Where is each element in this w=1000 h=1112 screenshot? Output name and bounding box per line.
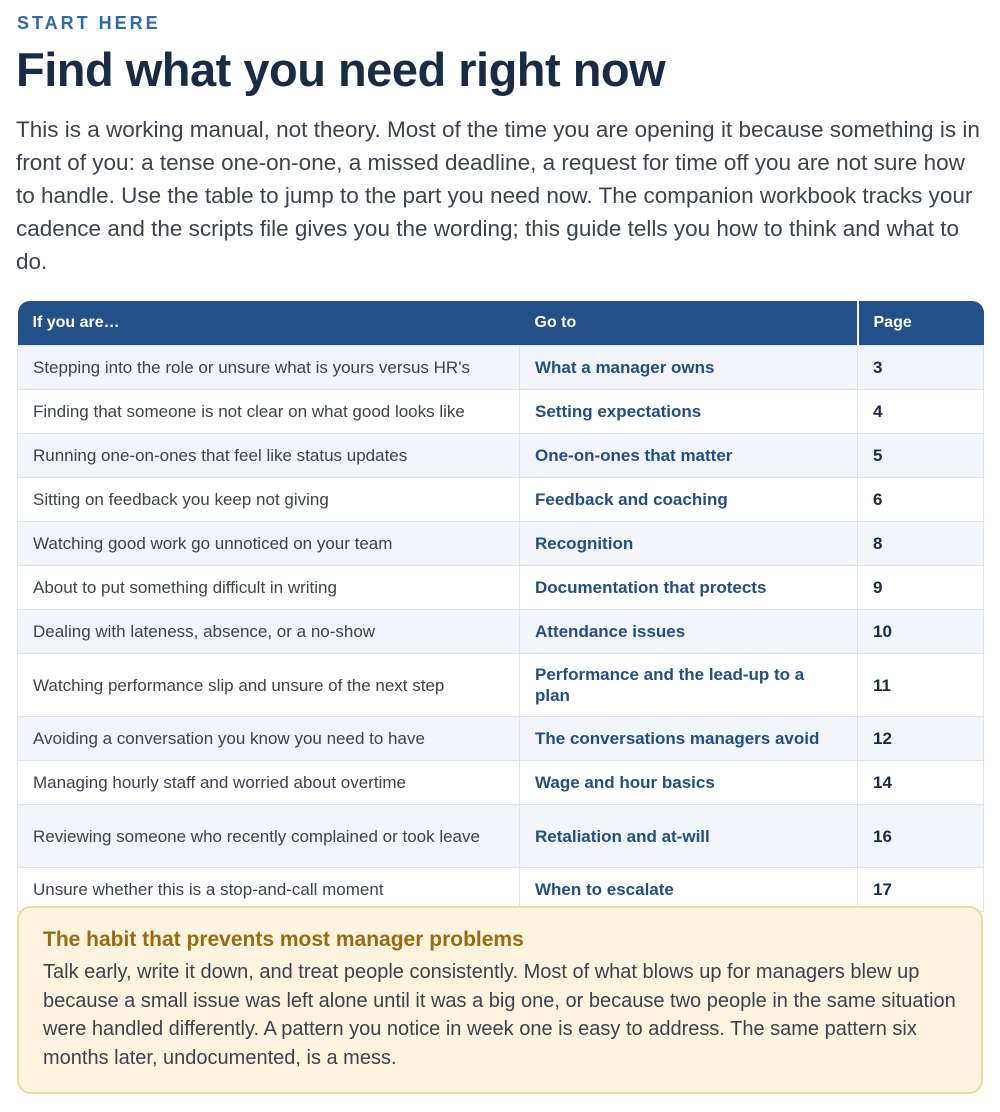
- row-goto-link[interactable]: Performance and the lead-up to a plan: [520, 654, 858, 717]
- table-row: [18, 434, 984, 478]
- page-title: Find what you need right now: [16, 43, 666, 96]
- table-row: [18, 346, 984, 390]
- row-goto-link[interactable]: Attendance issues: [520, 610, 858, 654]
- row-goto-link[interactable]: Wage and hour basics: [520, 761, 858, 805]
- eyebrow-label: START HERE: [17, 13, 161, 33]
- callout-body: Talk early, write it down, and treat people consistently. Most of what blows up for managers blew up because a small issue was left alone until it was a big one, or because two people in the same situation were handled differently. A pattern you notice in week one is easy to address. The same pattern six months later, undocumented, is a mess.: [43, 961, 956, 1069]
- header-goto: Go to: [520, 301, 858, 346]
- row-goto-link[interactable]: Retaliation and at-will: [520, 805, 858, 868]
- row-page: 8: [858, 522, 984, 566]
- row-situation: Unsure whether this is a stop-and-call moment: [18, 868, 520, 912]
- row-page: 12: [858, 717, 984, 761]
- row-page: 14: [858, 761, 984, 805]
- row-situation: Managing hourly staff and worried about overtime: [18, 761, 520, 805]
- row-goto-link[interactable]: Feedback and coaching: [520, 478, 858, 522]
- row-situation: Dealing with lateness, absence, or a no-show: [18, 610, 520, 654]
- row-goto-link[interactable]: Setting expectations: [520, 390, 858, 434]
- header-situation: If you are…: [18, 301, 520, 346]
- table-row: [18, 390, 984, 434]
- row-goto-link[interactable]: Recognition: [520, 522, 858, 566]
- row-page: 17: [858, 868, 984, 912]
- table-header-row: [18, 301, 984, 346]
- row-situation: Sitting on feedback you keep not giving: [18, 478, 520, 522]
- row-situation: About to put something difficult in writing: [18, 566, 520, 610]
- row-page: 5: [858, 434, 984, 478]
- guide-table: [17, 301, 984, 912]
- row-page: 4: [858, 390, 984, 434]
- row-situation: Finding that someone is not clear on what good looks like: [18, 390, 520, 434]
- intro-paragraph: This is a working manual, not theory. Most of the time you are opening it because something is in front of you: a tense one-on-one, a missed deadline, a request for time off you are not sure how to handle. Use the table to jump to the part you need now. The companion workbook tracks your cadence and the scripts file gives you the wording; this guide tells you how to think and what to do.: [16, 117, 980, 274]
- habit-callout: [17, 906, 983, 1094]
- row-page: 16: [858, 805, 984, 868]
- table-row: [18, 761, 984, 805]
- row-situation: Watching performance slip and unsure of the next step: [18, 654, 520, 717]
- row-page: 11: [858, 654, 984, 717]
- row-situation: Reviewing someone who recently complained or took leave: [18, 805, 520, 868]
- row-goto-link[interactable]: Documentation that protects: [520, 566, 858, 610]
- row-page: 10: [858, 610, 984, 654]
- header-page: Page: [858, 301, 984, 346]
- table-row: [18, 566, 984, 610]
- row-goto-link[interactable]: What a manager owns: [520, 346, 858, 390]
- table-row: [18, 868, 984, 912]
- table-row: [18, 478, 984, 522]
- table-row: [18, 610, 984, 654]
- table-row: [18, 654, 984, 717]
- row-goto-link[interactable]: When to escalate: [520, 868, 858, 912]
- row-situation: Avoiding a conversation you know you need to have: [18, 717, 520, 761]
- row-page: 6: [858, 478, 984, 522]
- row-situation: Running one-on-ones that feel like status updates: [18, 434, 520, 478]
- row-page: 3: [858, 346, 984, 390]
- table-row: [18, 522, 984, 566]
- row-situation: Watching good work go unnoticed on your team: [18, 522, 520, 566]
- row-goto-link[interactable]: The conversations managers avoid: [520, 717, 858, 761]
- row-page: 9: [858, 566, 984, 610]
- table-row: [18, 717, 984, 761]
- table-row: [18, 805, 984, 868]
- row-goto-link[interactable]: One-on-ones that matter: [520, 434, 858, 478]
- callout-title: The habit that prevents most manager problems: [43, 928, 524, 951]
- row-situation: Stepping into the role or unsure what is yours versus HR's: [18, 346, 520, 390]
